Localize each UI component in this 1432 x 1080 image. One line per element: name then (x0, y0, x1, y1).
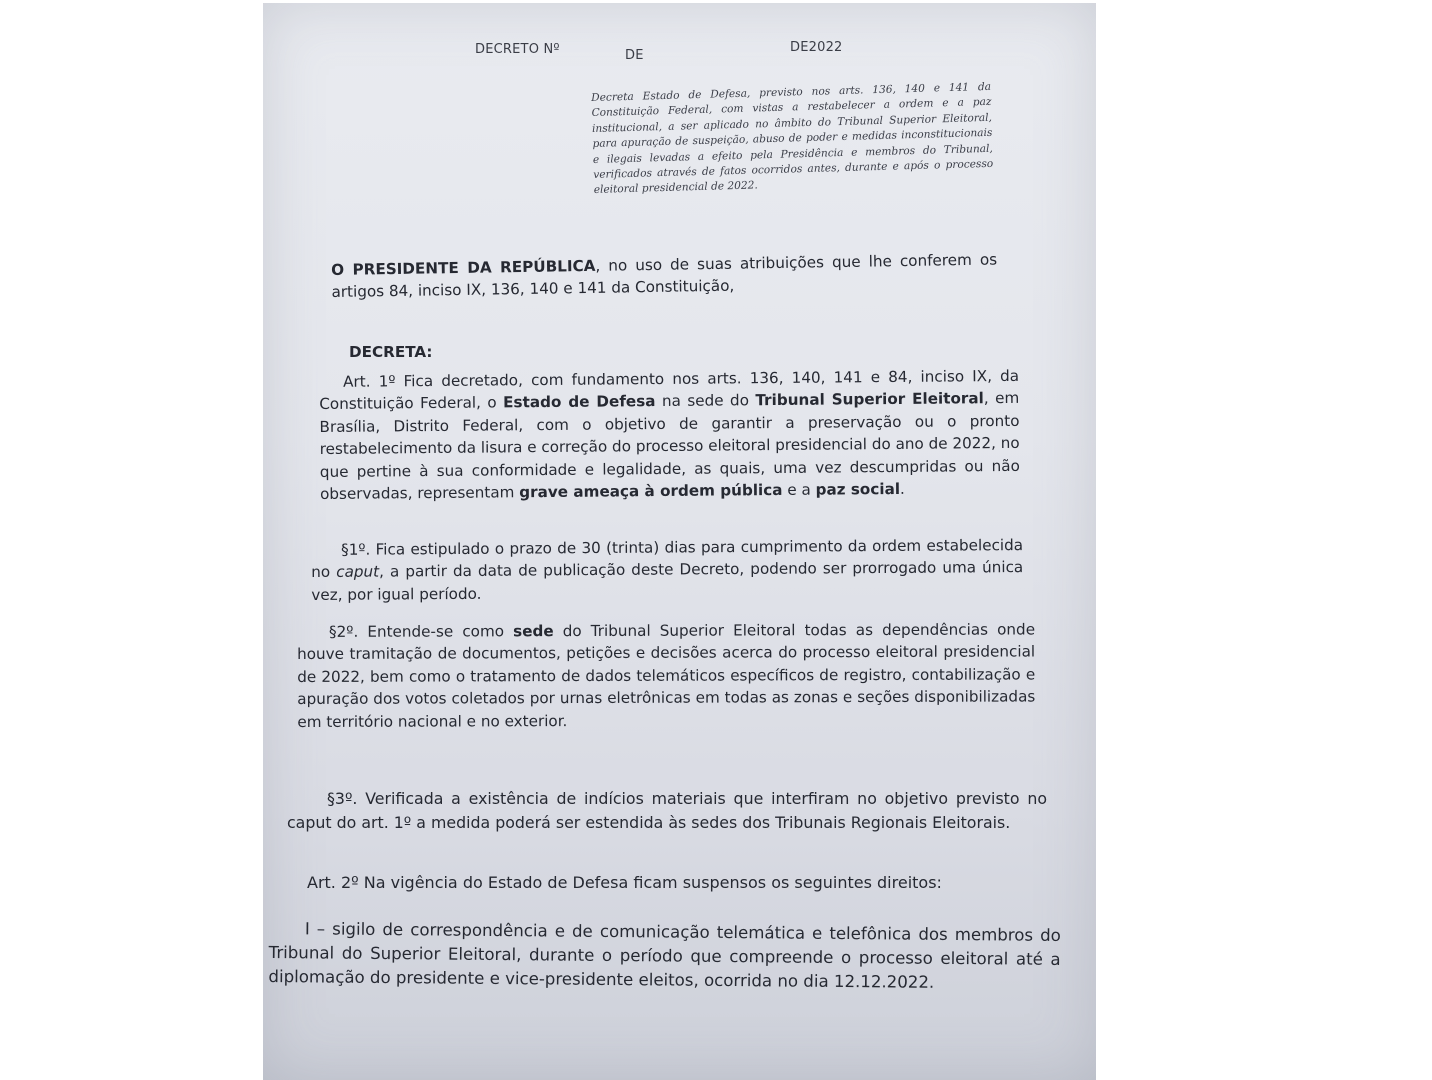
paragraph-2 (297, 618, 1035, 733)
paragraph-1-text-a: §1º. Fica estipulado o prazo de 30 (trinta) dias para cumprimento da ordem estabelecida no (311, 536, 1024, 582)
article-1-bold-a: Estado de Defesa (503, 392, 656, 412)
paragraph-1-text-b: , a partir da data de publicação deste Decreto, podendo ser prorrogado uma única vez, por igual período. (311, 558, 1024, 604)
article-1-text-b: na sede do (655, 391, 756, 411)
inciso-1: I – sigilo de correspondência e de comunicação telemática e telefônica dos membros do Tribunal do Superior Eleitoral, durante o período que compreende o processo eleitoral até a diplomação do presidente e vice-presidente eleitos, ocorrida no dia 12.12.2022. (268, 919, 1061, 992)
article-2: Art. 2º Na vigência do Estado de Defesa ficam suspensos os seguintes direitos: (307, 873, 942, 892)
decreta-heading: DECRETA: (349, 343, 433, 361)
paragraph-2-bold: sede (513, 622, 554, 641)
document-photo (263, 3, 1096, 1080)
decree-page (263, 3, 1096, 1080)
paragraph-2-text-a: §2º. Entende-se como (329, 622, 514, 641)
decree-number-label: DECRETO Nº (475, 42, 560, 57)
decree-preamble (331, 249, 998, 304)
article-1-text-c: , em Brasília, Distrito Federal, com o objetivo de garantir a preservação ou o pronto restabelecimento da lisura e correção do processo eleitoral presidencial do ano de 2022, no que pertine à sua conformidade e legalidade, as quais, uma vez descumpridas ou não observadas, representam (319, 389, 1020, 504)
decree-day-label: DE (625, 48, 644, 63)
paragraph-1-italic: caput (336, 562, 380, 582)
paragraph-1 (311, 534, 1023, 606)
paragraph-2-text-b: do Tribunal Superior Eleitoral todas as dependências onde houve tramitação de documentos, petições e decisões acerca do processo eleitoral presidencial de 2022, bem como o tratamento de dados telemáticos específicos de registro, contabilização e apuração dos votos coletados por urnas eletrônicas em todas as zonas e seções disponibilizadas em território nacional e no exterior. (297, 620, 1036, 731)
article-1-bold-d: paz social (815, 479, 901, 499)
decree-year-label: DE2022 (790, 40, 843, 55)
article-1-bold-b: Tribunal Superior Eleitoral (755, 389, 984, 410)
article-1-text-d: e a (782, 480, 816, 499)
article-1-text-a: Art. 1º Fica decretado, com fundamento nos arts. 136, 140, 141 e 84, inciso IX, da Constituição Federal, o (319, 366, 1020, 414)
decree-ementa: Decreta Estado de Defesa, previsto nos arts. 136, 140 e 141 da Constituição Federal, com vistas a restabelecer a ordem e a paz institucional, a ser aplicado no âmbito do Tribunal Superior Eleitoral, para apuração de suspeição, abuso de poder e medidas inconstitucionais e ilegais levadas a efeito pela Presidência e membros do Tribunal, verificados através de fatos ocorridos antes, durante e após o processo eleitoral presidencial de 2022. (591, 80, 994, 197)
paragraph-3: §3º. Verificada a existência de indícios materiais que interfiram no objetivo previsto no caput do art. 1º a medida poderá ser estendida às sedes dos Tribunais Regionais Eleitorais. (287, 789, 1047, 832)
article-1-bold-c: grave ameaça à ordem pública (519, 480, 783, 502)
article-1-text-e: . (899, 479, 905, 498)
article-1 (319, 365, 1020, 506)
preamble-text: , no uso de suas atribuições que lhe conferem os artigos 84, inciso IX, 136, 140 e 141 da Constituição, (331, 250, 998, 302)
president-heading: O PRESIDENTE DA REPÚBLICA (331, 256, 596, 279)
decree-title (475, 40, 895, 70)
